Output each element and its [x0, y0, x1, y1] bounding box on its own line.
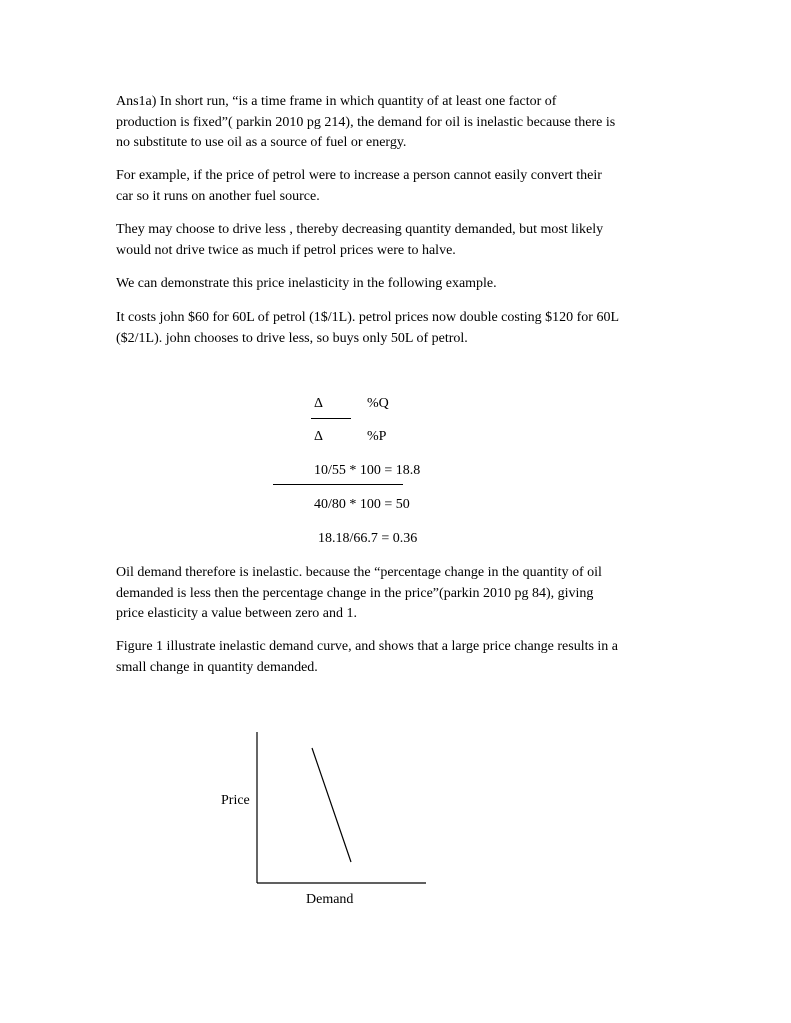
- formula-line-quantity: 10/55 * 100 = 18.8: [314, 463, 421, 478]
- paragraph-example: For example, if the price of petrol were to increase a person cannot easily convert their car so it runs on another fuel source.: [116, 168, 602, 204]
- paragraph-demonstrate: We can demonstrate this price inelasticity in the following example.: [116, 276, 497, 291]
- paragraph-answer-intro: Ans1a) In short run, “is a time frame in which quantity of at least one factor of production is fixed”( parkin 2010 pg 214), the demand for oil is inelastic because there is no substitute to use oil as a source of fuel or energy.: [116, 94, 616, 150]
- formula-line-result: 18.18/66.7 = 0.36: [318, 531, 418, 546]
- percent-q-label: %Q: [367, 396, 389, 411]
- demand-axis-label: Demand: [306, 892, 354, 907]
- paragraph-john-example: It costs john $60 for 60L of petrol (1$/1L). petrol prices now double costing $120 for 60L ($2/1L). john chooses to drive less, so buys only 50L of petrol.: [116, 310, 619, 346]
- delta-fraction-rule: [311, 418, 351, 419]
- formula-fraction-rule: [273, 484, 403, 485]
- paragraph-figure-intro: Figure 1 illustrate inelastic demand curve, and shows that a large price change results in a small change in quantity demanded.: [116, 639, 619, 675]
- formula-line-price: 40/80 * 100 = 50: [314, 497, 410, 512]
- delta-p-symbol: Δ: [314, 429, 324, 444]
- percent-p-label: %P: [367, 429, 387, 444]
- delta-q-symbol: Δ: [314, 396, 324, 411]
- paragraph-drive-less: They may choose to drive less , thereby decreasing quantity demanded, but most likely would not drive twice as much if petrol prices were to halve.: [116, 222, 604, 258]
- demand-curve-line: [312, 748, 351, 862]
- paragraph-conclusion: Oil demand therefore is inelastic. because the “percentage change in the quantity of oil demanded is less then the percentage change in the price”(parkin 2010 pg 84), giving price elasticity a value between zero and 1.: [116, 565, 602, 621]
- price-axis-label: Price: [221, 793, 250, 808]
